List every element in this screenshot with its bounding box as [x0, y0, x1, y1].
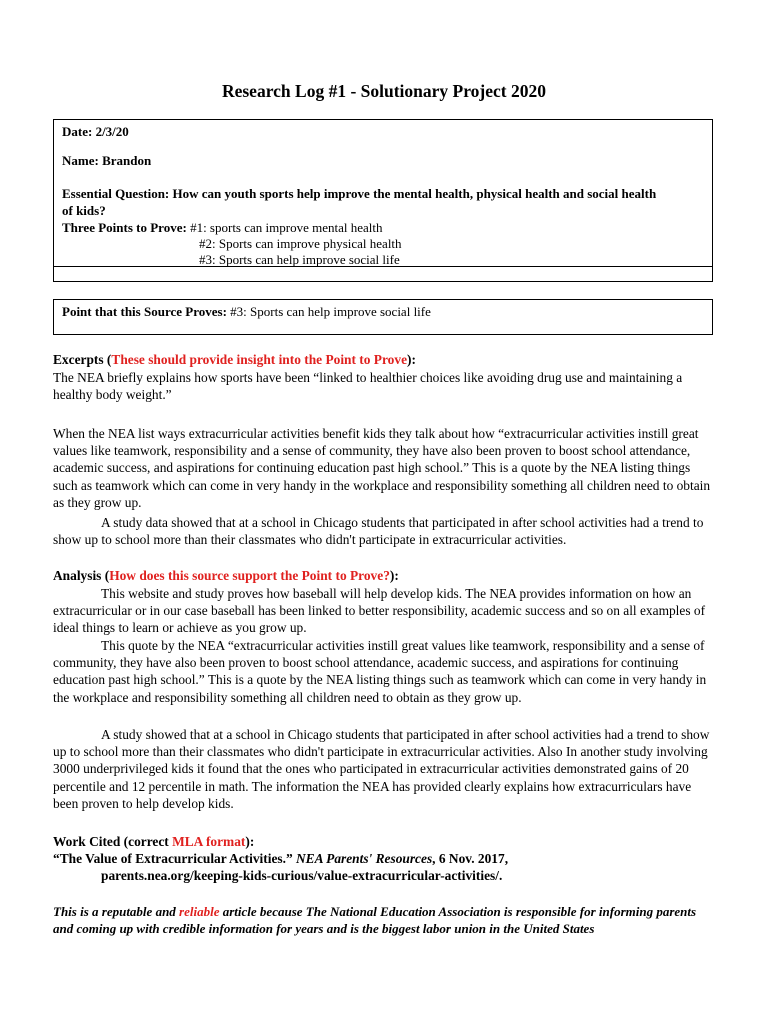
analysis-heading-end: ): — [389, 568, 399, 583]
excerpts-heading — [53, 352, 416, 368]
reliability-rest: article because The National Education Association is responsible for informing parents and coming up with credible information for years and is the biggest labor union in the United States — [53, 904, 697, 937]
analysis-heading — [53, 568, 399, 584]
source-proves-box — [53, 299, 713, 335]
point-3: #3: Sports can help improve social life — [199, 252, 400, 267]
citation-source: NEA Parents' Resources — [296, 851, 433, 866]
excerpt-paragraph-2: When the NEA list ways extracurricular activities benefit kids they talk about how “extracurricular activities instill great values like teamwork, responsibility and a sense of community, they have also been proven to boost school attendance, academic success, and aspirations for continuing education past high school.” This is a quote by the NEA listing things such as teamwork which can come in very handy in the workplace and responsibility something all children need to obtain as they grow up. — [53, 426, 711, 510]
citation-date: , 6 Nov. 2017, — [432, 851, 509, 866]
essential-question-line1: Essential Question: How can youth sports help improve the mental health, physical health and social health — [62, 186, 657, 201]
analysis-heading-text: Analysis ( — [53, 568, 110, 583]
points-row-1 — [62, 220, 383, 236]
excerpts-heading-text: Excerpts ( — [53, 352, 112, 367]
citation-title: “The Value of Extracurricular Activities.” — [53, 851, 296, 866]
reliable-word: reliable — [179, 904, 220, 919]
date-label: Date: 2/3/20 — [62, 124, 129, 139]
excerpt-paragraph-1: The NEA briefly explains how sports have been “linked to healthier choices like avoiding drug use and maintaining a healthy body weight.” — [53, 370, 683, 403]
point-1: #1: sports can improve mental health — [190, 220, 383, 235]
citation-url: parents.nea.org/keeping-kids-curious/value-extracurricular-activities/. — [101, 868, 503, 883]
essential-question-line2: of kids? — [62, 203, 106, 218]
excerpts-heading-end: ): — [407, 352, 416, 367]
source-proves-label: Point that this Source Proves: — [62, 304, 231, 319]
analysis-hint: How does this source support the Point to Prove? — [109, 568, 390, 583]
mla-format-label: MLA format — [172, 834, 246, 849]
work-cited-heading-text: Work Cited (correct — [53, 834, 173, 849]
excerpt-paragraph-3: A study data showed that at a school in Chicago students that participated in after school activities had a trend to show up to school more than their classmates who didn't participate in extracurricular activities. — [53, 515, 704, 548]
excerpts-hint: These should provide insight into the Point to Prove — [111, 352, 408, 367]
page-title: Research Log #1 - Solutionary Project 2020 — [221, 81, 547, 101]
analysis-paragraph-2: This quote by the NEA “extracurricular activities instill great values like teamwork, responsibility and a sense of community, they have also been proven to boost school attendance, academic success, and aspirations for continuing education past high school.” This is a quote by the NEA listing things such as teamwork which can come in very handy in the workplace and responsibility something all children need to obtain as they grow up. — [53, 638, 707, 705]
analysis-paragraph-1: This website and study proves how baseball will help develop kids. The NEA provides information on how an extracurricular or in our case baseball has been linked to better responsibility, academic success and so on all examples of ideal things to learn or achieve as you grow up. — [53, 586, 706, 636]
source-proves-value: #3: Sports can help improve social life — [230, 304, 431, 319]
point-2: #2: Sports can improve physical health — [199, 236, 402, 251]
work-cited-heading — [53, 834, 254, 850]
box-divider — [54, 266, 712, 267]
name-label: Name: Brandon — [62, 153, 152, 168]
info-box — [53, 119, 713, 282]
reliability-statement — [53, 903, 715, 937]
analysis-paragraph-3: A study showed that at a school in Chicago students that participated in after school activities had a trend to show up to school more than their classmates who didn't participate in extracurricular activities. Also In another study involving 3000 underprivileged kids it found that the ones who participated in extracurricular activities demonstrated gains of 20 percentile and 12 percentile in math. The information the NEA has provided clearly explains how extracurriculars have been proven to help develop kids. — [53, 727, 710, 811]
work-cited-heading-end: ): — [245, 834, 255, 849]
reliability-start: This is a reputable and — [53, 904, 180, 919]
source-proves-row — [62, 304, 431, 320]
points-label: Three Points to Prove: — [62, 220, 191, 235]
citation-line-1 — [53, 851, 508, 867]
